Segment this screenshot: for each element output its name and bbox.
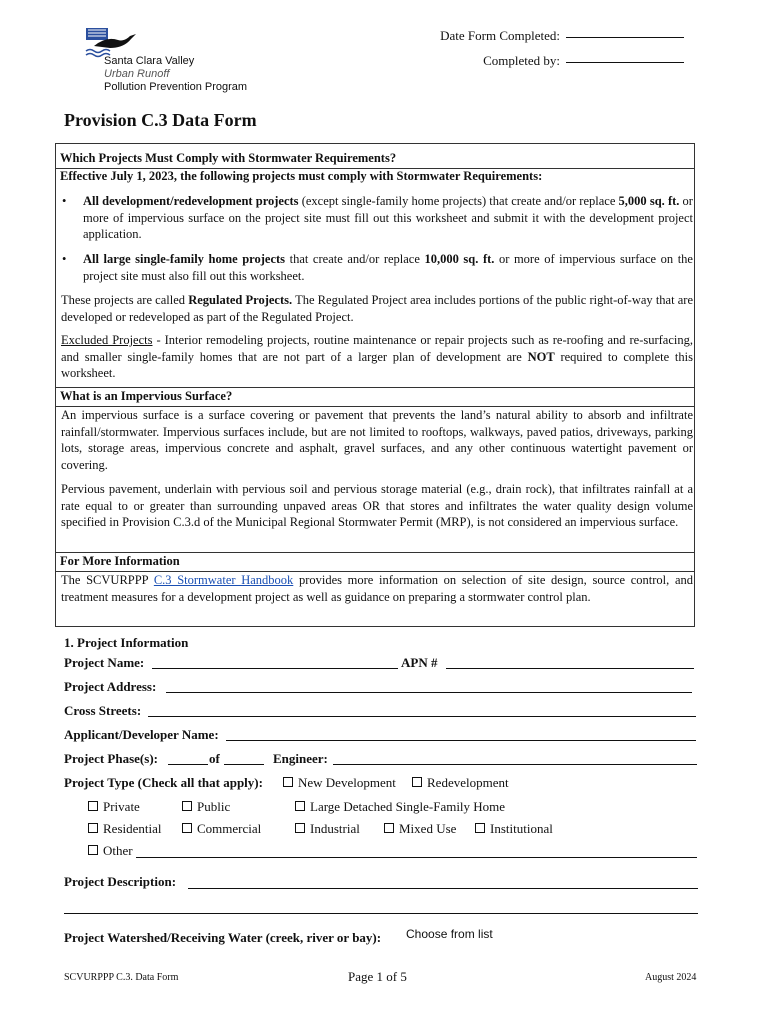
watershed-dropdown[interactable]: Choose from list <box>406 927 493 941</box>
handbook-link[interactable]: C.3 Stormwater Handbook <box>153 573 294 587</box>
apn-label: APN # <box>401 655 438 670</box>
applicant-field[interactable] <box>226 728 696 741</box>
checkbox-icon[interactable] <box>412 777 422 787</box>
regulated-projects-text: These projects are called Regulated Projects. The Regulated Project area includes portions of the public right-of-way that are developed or redeveloped as part of the Regulated Project. <box>61 293 693 324</box>
bullet-icon: • <box>62 252 67 266</box>
more-info-text: The SCVURPPP C.3 Stormwater Handbook provides more information on selection of site design, source control, and treatment measures for a development project as well as guidance on preparing a stormwater control plan. <box>61 573 693 604</box>
date-completed-row <box>440 28 684 44</box>
bullet-icon: • <box>62 194 67 208</box>
page-title: Provision C.3 Data Form <box>64 110 257 130</box>
project-name-label: Project Name: <box>64 655 145 670</box>
project-description-field[interactable] <box>188 876 698 889</box>
checkbox-icon[interactable] <box>295 801 305 811</box>
phase-of-label: of <box>209 751 220 766</box>
heading-effective: Effective July 1, 2023, the following projects must comply with Stormwater Requirements: <box>60 169 543 183</box>
engineer-label: Engineer: <box>273 751 328 766</box>
type-industrial[interactable]: Industrial <box>295 821 360 837</box>
phase-total-field[interactable] <box>224 752 264 765</box>
logo-line-2: Urban Runoff <box>104 68 170 80</box>
project-type-label: Project Type (Check all that apply): <box>64 775 263 790</box>
checkbox-icon[interactable] <box>475 823 485 833</box>
divider <box>56 387 694 388</box>
completed-by-label: Completed by: <box>483 53 560 68</box>
project-description-field-line-2[interactable] <box>64 901 698 914</box>
project-address-label: Project Address: <box>64 679 157 694</box>
type-institutional[interactable]: Institutional <box>475 821 553 837</box>
project-name-field[interactable] <box>152 656 398 669</box>
checkbox-icon[interactable] <box>88 823 98 833</box>
type-mixed-use[interactable]: Mixed Use <box>384 821 456 837</box>
pervious-text: Pervious pavement, underlain with pervious soil and pervious storage material (e.g., drain rock), that infiltrates rainfall at a rate equal to or greater than surrounding unpaved areas OR that stores and infiltrates the water quality design volume specified in Provision C.3.d of the Municipal Regional Stormwater Permit (MRP), is not considered an impervious surface. <box>61 482 693 529</box>
checkbox-icon[interactable] <box>182 801 192 811</box>
completed-by-field[interactable] <box>566 62 684 63</box>
checkbox-icon[interactable] <box>384 823 394 833</box>
divider <box>56 552 694 553</box>
phase-number-field[interactable] <box>168 752 208 765</box>
apn-field[interactable] <box>446 656 694 669</box>
page-number: Page 1 of 5 <box>348 969 407 984</box>
project-phases-label: Project Phase(s): <box>64 751 158 766</box>
type-public[interactable]: Public <box>182 799 230 815</box>
type-redevelopment[interactable]: Redevelopment <box>412 775 509 791</box>
section-1-heading: 1. Project Information <box>64 635 189 650</box>
date-completed-label: Date Form Completed: <box>440 28 560 43</box>
type-new-development[interactable]: New Development <box>283 775 396 791</box>
heading-impervious: What is an Impervious Surface? <box>60 389 233 403</box>
program-logo <box>84 26 274 96</box>
logo-line-3: Pollution Prevention Program <box>104 81 248 93</box>
checkbox-icon[interactable] <box>295 823 305 833</box>
checkbox-icon[interactable] <box>283 777 293 787</box>
excluded-projects-text: Excluded Projects - Interior remodeling projects, routine maintenance or repair projects such as re-roofing and re-surfacing, and smaller single-family homes that are not part of a larger plan of development are NOT required to complete this worksheet. <box>61 333 693 380</box>
project-description-label: Project Description: <box>64 874 177 889</box>
heading-more-info: For More Information <box>60 554 180 568</box>
engineer-field[interactable] <box>333 752 697 765</box>
checkbox-icon[interactable] <box>88 845 98 855</box>
type-large-sfh[interactable]: Large Detached Single-Family Home <box>295 799 505 815</box>
footer-date: August 2024 <box>645 972 697 983</box>
type-residential[interactable]: Residential <box>88 821 162 837</box>
watershed-label: Project Watershed/Receiving Water (creek, river or bay): <box>64 930 382 945</box>
cross-streets-field[interactable] <box>148 704 696 717</box>
type-private[interactable]: Private <box>88 799 140 815</box>
heading-which-projects: Which Projects Must Comply with Stormwater Requirements? <box>60 151 397 165</box>
impervious-text: An impervious surface is a surface covering or pavement that prevents the land’s natural ability to absorb and infiltrate rainfall/stormwater. Impervious surfaces include, but are not limited to rooftops, walkways, paved patios, driveways, parking lots, storage areas, impervious concrete and asphalt, gravel surfaces, and any other continuous watertight pavement or covering. <box>61 408 693 472</box>
checkbox-icon[interactable] <box>88 801 98 811</box>
bullet-dev-projects: All development/redevelopment projects (except single-family home projects) that create and/or replace 5,000 sq. ft. or more of impervious surface on the project site must fill out this worksheet and submit it with the development project application. <box>83 194 693 241</box>
other-type-field[interactable] <box>136 845 697 858</box>
bullet-sfh-projects: All large single-family home projects that create and/or replace 10,000 sq. ft. or more of impervious surface on the project site must also fill out this worksheet. <box>83 252 693 283</box>
checkbox-icon[interactable] <box>182 823 192 833</box>
cross-streets-label: Cross Streets: <box>64 703 142 718</box>
type-commercial[interactable]: Commercial <box>182 821 261 837</box>
applicant-label: Applicant/Developer Name: <box>64 727 219 742</box>
footer-form-name: SCVURPPP C.3. Data Form <box>64 972 179 983</box>
type-other[interactable]: Other <box>88 843 133 859</box>
completed-by-row <box>483 53 684 69</box>
project-address-field[interactable] <box>166 680 692 693</box>
date-completed-field[interactable] <box>566 37 684 38</box>
logo-line-1: Santa Clara Valley <box>104 55 195 67</box>
